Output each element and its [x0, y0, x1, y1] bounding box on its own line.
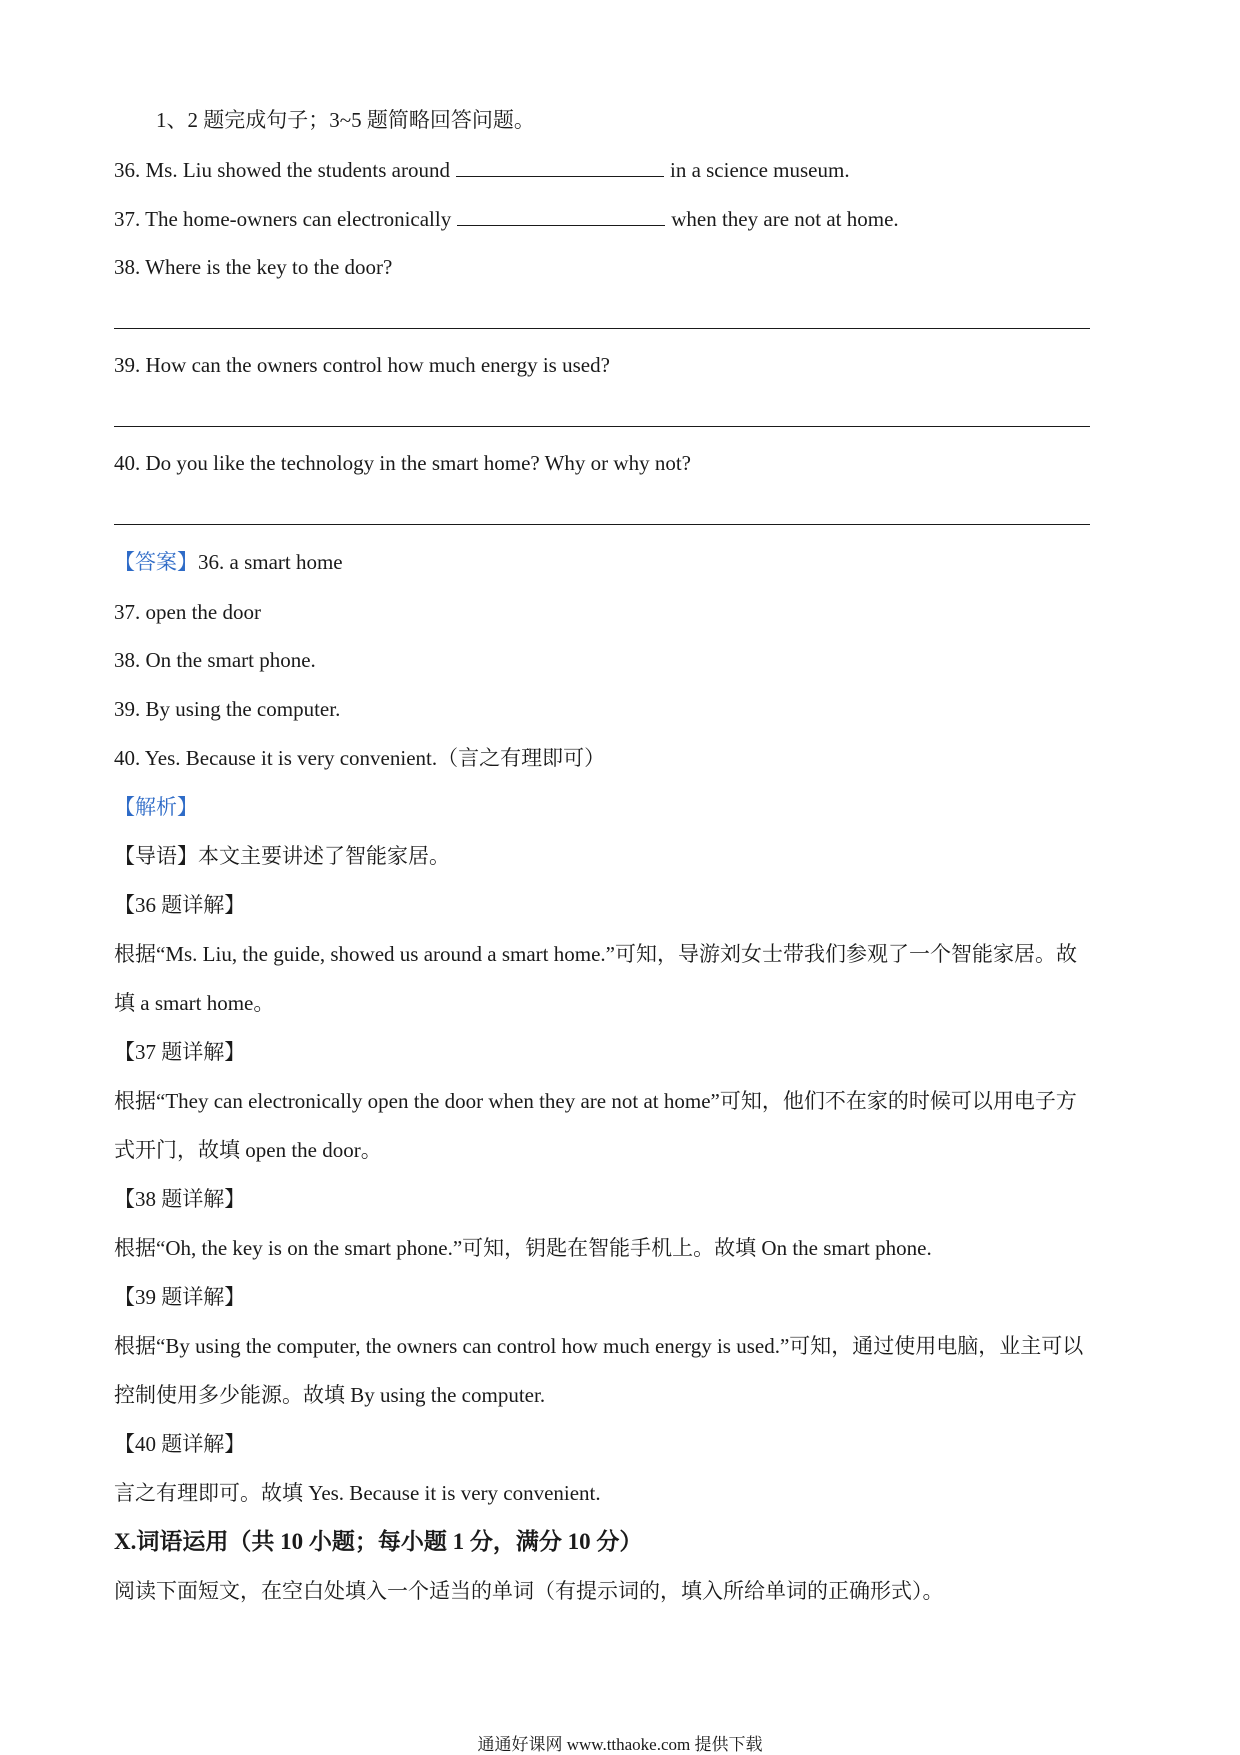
question-37-after: when they are not at home. — [671, 207, 899, 231]
instructions: 1、2 题完成句子；3~5 题简略回答问题。 — [156, 108, 535, 132]
question-36-before: 36. Ms. Liu showed the students around — [114, 158, 450, 182]
detail-38-line1: 根据“Oh, the key is on the smart phone.”可知，钥匙在智能手机上。故填 On the smart phone. — [114, 1236, 932, 1260]
detail-36-line1: 根据“Ms. Liu, the guide, showed us around a smart home.”可知，导游刘女士带我们参观了一个智能家居。故 — [114, 942, 1077, 966]
question-40: 40. Do you like the technology in the smart home? Why or why not? — [114, 451, 691, 475]
question-39: 39. How can the owners control how much energy is used? — [114, 353, 610, 377]
detail-39-line1: 根据“By using the computer, the owners can control how much energy is used.”可知，通过使用电脑，业主可以 — [114, 1334, 1084, 1358]
question-37 — [114, 205, 899, 233]
answer-line-38[interactable] — [114, 328, 1090, 329]
detail-39-line2: 控制使用多少能源。故填 By using the computer. — [114, 1383, 546, 1407]
detail-38-heading: 【38 题详解】 — [114, 1187, 246, 1211]
detail-40-heading: 【40 题详解】 — [114, 1432, 246, 1456]
detail-39-heading: 【39 题详解】 — [114, 1285, 246, 1309]
detail-40-line1: 言之有理即可。故填 Yes. Because it is very convenient. — [114, 1481, 601, 1505]
question-37-before: 37. The home-owners can electronically — [114, 207, 452, 231]
question-36-after: in a science museum. — [669, 158, 850, 182]
question-36 — [114, 156, 850, 184]
detail-37-line2: 式开门，故填 open the door。 — [114, 1138, 382, 1162]
question-38: 38. Where is the key to the door? — [114, 255, 393, 279]
answer-38: 38. On the smart phone. — [114, 648, 316, 672]
page-footer: 通通好课网 www.tthaoke.com 提供下载 — [477, 1735, 763, 1754]
answer-block — [114, 548, 343, 576]
section-title: X.词语运用（共 10 小题；每小题 1 分，满分 10 分） — [114, 1529, 643, 1554]
analysis-label: 【解析】 — [114, 795, 198, 819]
answer-37: 37. open the door — [114, 600, 261, 624]
answer-blank-36[interactable] — [456, 156, 664, 177]
detail-36-heading: 【36 题详解】 — [114, 893, 246, 917]
answer-blank-37[interactable] — [457, 205, 665, 226]
answer-36: 36. a smart home — [198, 550, 343, 574]
section-instruction: 阅读下面短文，在空白处填入一个适当的单词（有提示词的，填入所给单词的正确形式）。 — [114, 1579, 944, 1603]
detail-37-line1: 根据“They can electronically open the door when they are not at home”可知，他们不在家的时候可以用电子方 — [114, 1089, 1077, 1113]
detail-36-line2: 填 a smart home。 — [114, 991, 275, 1015]
answer-line-39[interactable] — [114, 426, 1090, 427]
answer-39: 39. By using the computer. — [114, 697, 341, 721]
answer-label: 【答案】 — [114, 550, 198, 574]
analysis-intro: 【导语】本文主要讲述了智能家居。 — [114, 844, 450, 868]
detail-37-heading: 【37 题详解】 — [114, 1040, 246, 1064]
answer-40: 40. Yes. Because it is very convenient.（言之有理即可） — [114, 746, 606, 770]
answer-line-40[interactable] — [114, 524, 1090, 525]
